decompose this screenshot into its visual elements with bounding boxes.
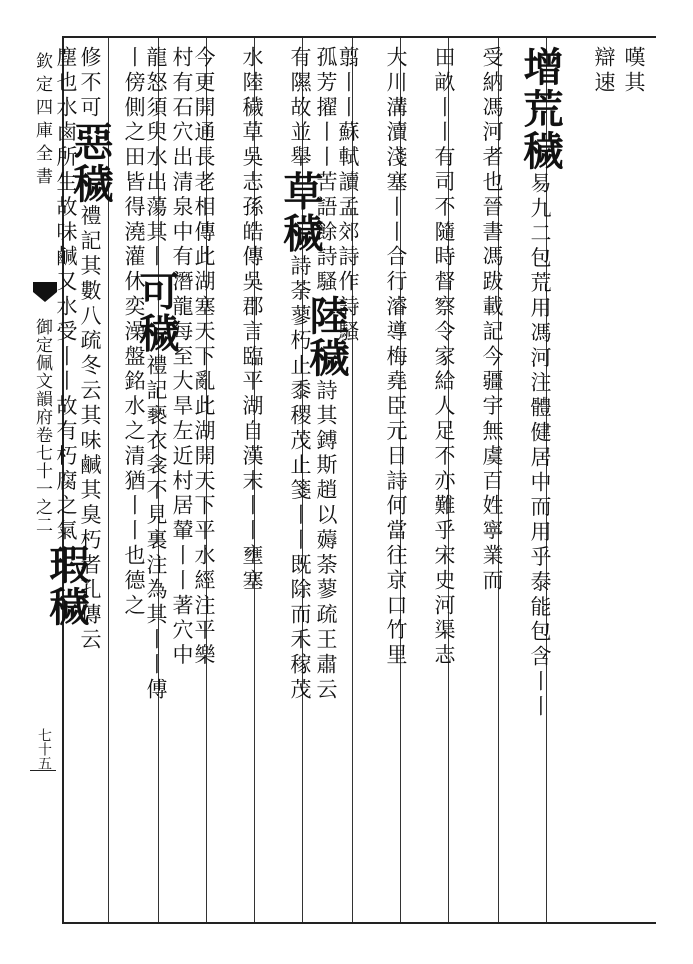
book-title: 欽定四庫全書 (32, 52, 52, 190)
entry-text: 詩其鎛斯趙以薅荼蓼疏王肅云 (314, 379, 338, 703)
entry-text: 水陸穢草吳志孫皓傳吳郡言臨平湖自漢末丨丨壅塞 (240, 46, 264, 594)
text-column (112, 46, 156, 619)
text-column (374, 46, 418, 669)
entry-text: 易九二包荒用馮河注體健居中而用乎泰能包含丨丨 (528, 172, 552, 720)
entry-text: 嘆其 (622, 46, 646, 96)
entry-text: 丨傍側之田皆得澆灌休奕澡盤銘水之清猶丨丨也德之 (122, 46, 146, 619)
volume-title: 御定佩文韻府卷七十一之二 (32, 318, 52, 534)
entry-text: 塵也 (54, 46, 78, 96)
text-column (470, 46, 514, 594)
entry-text: 龍怒須臾水出蕩其丨 (144, 46, 168, 271)
text-column (230, 46, 274, 594)
entry-text: 村有石穴出清泉中有潛龍每至大旱左近村居輦丨丨著穴中 (170, 46, 194, 669)
entry-text: 今更開通長老相傳此湖塞天下亂此湖開天下平水經注平樂 (192, 46, 216, 669)
text-column (422, 46, 466, 669)
entry-heading: 草穢 (277, 170, 324, 255)
entry-heading: 瑕穢 (43, 544, 90, 629)
text-column (518, 46, 562, 720)
entry-heading: 可穢 (133, 270, 180, 355)
entry-heading: 增荒穢 (517, 46, 564, 172)
folio-number: 七十五 (30, 728, 56, 771)
entry-text: 水鹵所生故味鹹又水受丨丨故有朽腐之氣 (54, 95, 78, 545)
entry-text: 辯速 (592, 46, 616, 96)
text-column (278, 46, 322, 703)
entry-text: 孤芳擢丨丨苦語餘詩騷 (314, 46, 338, 295)
entry-text: 禮記其數八疏冬云其味鹹其臭朽者孔傳云 (78, 204, 102, 653)
entry-text: 禮記褻衣衾不見裏注為其丨丨傅 (144, 354, 168, 703)
entry-text: 翦丨丨蘇軾讀孟郊詩作詩騷 (336, 46, 360, 345)
text-column (44, 46, 88, 628)
text-column (582, 46, 626, 96)
entry-heading: 陸穢 (303, 295, 350, 379)
entry-text: 詩荼蓼朽止黍稷茂止箋丨丨既除而禾稼茂 (288, 254, 312, 703)
entry-text: 大川溝瀆淺塞丨丨合行濬導梅堯臣元日詩何當往京口竹里 (384, 46, 408, 669)
entry-text: 有隰故並舉 (288, 46, 312, 171)
entry-text: 修不可 (78, 46, 102, 121)
entry-text: 受納馮河者也晉書馮跋載記今疆宇無虞百姓寧業而 (480, 46, 504, 594)
entry-heading: 惡穢 (67, 120, 114, 205)
entry-text: 田畝丨丨有司不隨時督察令家給人足不亦難乎宋史河渠志 (432, 46, 456, 669)
